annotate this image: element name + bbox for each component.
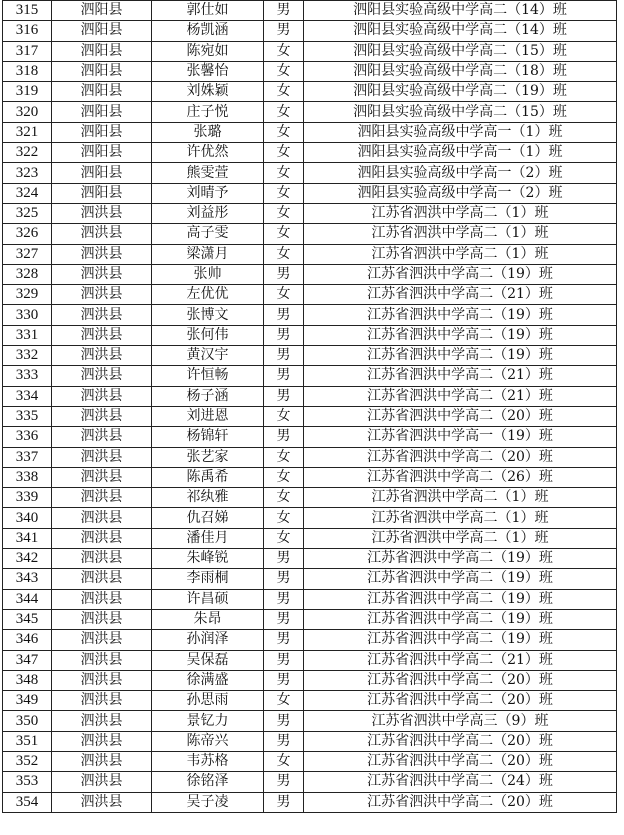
school-class-cell: 江苏省泗洪中学高二（1）班 — [304, 528, 617, 548]
student-name-cell: 梁潇月 — [152, 244, 264, 264]
table-row — [3, 366, 617, 386]
table-row — [3, 691, 617, 711]
county-cell: 泗阳县 — [52, 41, 152, 61]
gender-cell: 男 — [264, 427, 304, 447]
gender-cell: 男 — [264, 630, 304, 650]
table-row — [3, 143, 617, 163]
row-number: 325 — [3, 203, 52, 223]
school-class-cell: 江苏省泗洪中学高二（26）班 — [304, 467, 617, 487]
row-number: 322 — [3, 143, 52, 163]
student-name-cell: 张帅 — [152, 264, 264, 284]
gender-cell: 男 — [264, 1, 304, 21]
county-cell: 泗洪县 — [52, 670, 152, 690]
gender-cell: 女 — [264, 224, 304, 244]
table-row — [3, 305, 617, 325]
school-class-cell: 江苏省泗洪中学高二（21）班 — [304, 366, 617, 386]
row-number: 334 — [3, 386, 52, 406]
row-number: 319 — [3, 82, 52, 102]
row-number: 347 — [3, 650, 52, 670]
row-number: 339 — [3, 488, 52, 508]
student-name-cell: 祁纨雅 — [152, 488, 264, 508]
student-name-cell: 潘佳月 — [152, 528, 264, 548]
table-row — [3, 346, 617, 366]
row-number: 331 — [3, 325, 52, 345]
table-row — [3, 82, 617, 102]
school-class-cell: 江苏省泗洪中学高二（21）班 — [304, 285, 617, 305]
school-class-cell: 泗阳县实验高级中学高二（18）班 — [304, 61, 617, 81]
school-class-cell: 江苏省泗洪中学高二（20）班 — [304, 406, 617, 426]
school-class-cell: 泗阳县实验高级中学高一（1）班 — [304, 122, 617, 142]
school-class-cell: 江苏省泗洪中学高二（24）班 — [304, 772, 617, 792]
school-class-cell: 江苏省泗洪中学高一（19）班 — [304, 427, 617, 447]
row-number: 354 — [3, 792, 52, 812]
table-row — [3, 41, 617, 61]
table-row — [3, 630, 617, 650]
school-class-cell: 泗阳县实验高级中学高一（2）班 — [304, 163, 617, 183]
gender-cell: 男 — [264, 386, 304, 406]
student-name-cell: 孙思雨 — [152, 691, 264, 711]
row-number: 351 — [3, 731, 52, 751]
row-number: 329 — [3, 285, 52, 305]
gender-cell: 男 — [264, 711, 304, 731]
row-number: 345 — [3, 609, 52, 629]
county-cell: 泗洪县 — [52, 346, 152, 366]
county-cell: 泗洪县 — [52, 609, 152, 629]
county-cell: 泗洪县 — [52, 549, 152, 569]
student-name-cell: 张艺家 — [152, 447, 264, 467]
student-name-cell: 陈帝兴 — [152, 731, 264, 751]
county-cell: 泗洪县 — [52, 711, 152, 731]
county-cell: 泗洪县 — [52, 488, 152, 508]
table-row — [3, 244, 617, 264]
student-name-cell: 李雨桐 — [152, 569, 264, 589]
county-cell: 泗阳县 — [52, 1, 152, 21]
school-class-cell: 江苏省泗洪中学高二（20）班 — [304, 691, 617, 711]
student-name-cell: 黄汉宇 — [152, 346, 264, 366]
table-row — [3, 102, 617, 122]
county-cell: 泗洪县 — [52, 691, 152, 711]
student-name-cell: 许优然 — [152, 143, 264, 163]
student-name-cell: 朱昂 — [152, 609, 264, 629]
school-class-cell: 江苏省泗洪中学高二（1）班 — [304, 488, 617, 508]
school-class-cell: 江苏省泗洪中学高二（1）班 — [304, 224, 617, 244]
row-number: 342 — [3, 549, 52, 569]
school-class-cell: 江苏省泗洪中学高二（21）班 — [304, 650, 617, 670]
school-class-cell: 江苏省泗洪中学高二（19）班 — [304, 264, 617, 284]
county-cell: 泗洪县 — [52, 792, 152, 812]
row-number: 343 — [3, 569, 52, 589]
county-cell: 泗洪县 — [52, 406, 152, 426]
student-name-cell: 许昌硕 — [152, 589, 264, 609]
student-name-cell: 刘姝颖 — [152, 82, 264, 102]
student-name-cell: 张何伟 — [152, 325, 264, 345]
county-cell: 泗阳县 — [52, 21, 152, 41]
table-row — [3, 488, 617, 508]
student-name-cell: 韦苏格 — [152, 751, 264, 771]
row-number: 320 — [3, 102, 52, 122]
student-name-cell: 张璐 — [152, 122, 264, 142]
row-number: 341 — [3, 528, 52, 548]
student-roster-table — [2, 0, 617, 813]
student-name-cell: 熊雯萱 — [152, 163, 264, 183]
gender-cell: 女 — [264, 82, 304, 102]
table-row — [3, 386, 617, 406]
county-cell: 泗洪县 — [52, 305, 152, 325]
school-class-cell: 泗阳县实验高级中学高二（19）班 — [304, 82, 617, 102]
student-name-cell: 刘益彤 — [152, 203, 264, 223]
row-number: 344 — [3, 589, 52, 609]
gender-cell: 男 — [264, 569, 304, 589]
county-cell: 泗洪县 — [52, 528, 152, 548]
gender-cell: 男 — [264, 792, 304, 812]
county-cell: 泗阳县 — [52, 143, 152, 163]
table-row — [3, 21, 617, 41]
table-row — [3, 203, 617, 223]
gender-cell: 男 — [264, 264, 304, 284]
table-row — [3, 670, 617, 690]
county-cell: 泗洪县 — [52, 244, 152, 264]
table-row — [3, 285, 617, 305]
gender-cell: 男 — [264, 21, 304, 41]
row-number: 348 — [3, 670, 52, 690]
gender-cell: 女 — [264, 61, 304, 81]
student-name-cell: 孙润泽 — [152, 630, 264, 650]
table-row — [3, 264, 617, 284]
table-row — [3, 711, 617, 731]
gender-cell: 女 — [264, 183, 304, 203]
school-class-cell: 江苏省泗洪中学高二（21）班 — [304, 386, 617, 406]
county-cell: 泗洪县 — [52, 467, 152, 487]
county-cell: 泗洪县 — [52, 569, 152, 589]
county-cell: 泗洪县 — [52, 427, 152, 447]
row-number: 327 — [3, 244, 52, 264]
gender-cell: 女 — [264, 488, 304, 508]
gender-cell: 女 — [264, 528, 304, 548]
county-cell: 泗洪县 — [52, 447, 152, 467]
student-name-cell: 徐铭泽 — [152, 772, 264, 792]
table-row — [3, 122, 617, 142]
school-class-cell: 泗阳县实验高级中学高二（14）班 — [304, 21, 617, 41]
school-class-cell: 江苏省泗洪中学高二（19）班 — [304, 609, 617, 629]
row-number: 324 — [3, 183, 52, 203]
row-number: 350 — [3, 711, 52, 731]
gender-cell: 女 — [264, 203, 304, 223]
table-row — [3, 549, 617, 569]
gender-cell: 女 — [264, 406, 304, 426]
school-class-cell: 泗阳县实验高级中学高一（1）班 — [304, 143, 617, 163]
school-class-cell: 江苏省泗洪中学高二（20）班 — [304, 731, 617, 751]
county-cell: 泗洪县 — [52, 731, 152, 751]
student-name-cell: 仇召娣 — [152, 508, 264, 528]
row-number: 317 — [3, 41, 52, 61]
row-number: 352 — [3, 751, 52, 771]
student-name-cell: 郭仕如 — [152, 1, 264, 21]
row-number: 330 — [3, 305, 52, 325]
school-class-cell: 江苏省泗洪中学高二（1）班 — [304, 244, 617, 264]
student-name-cell: 杨子涵 — [152, 386, 264, 406]
school-class-cell: 江苏省泗洪中学高二（20）班 — [304, 751, 617, 771]
row-number: 316 — [3, 21, 52, 41]
table-row — [3, 731, 617, 751]
county-cell: 泗阳县 — [52, 61, 152, 81]
student-name-cell: 徐满盛 — [152, 670, 264, 690]
gender-cell: 女 — [264, 447, 304, 467]
school-class-cell: 江苏省泗洪中学高二（19）班 — [304, 630, 617, 650]
student-name-cell: 张馨怡 — [152, 61, 264, 81]
county-cell: 泗洪县 — [52, 203, 152, 223]
county-cell: 泗洪县 — [52, 751, 152, 771]
row-number: 323 — [3, 163, 52, 183]
county-cell: 泗洪县 — [52, 285, 152, 305]
table-row — [3, 589, 617, 609]
student-name-cell: 高子雯 — [152, 224, 264, 244]
gender-cell: 女 — [264, 467, 304, 487]
table-row — [3, 224, 617, 244]
gender-cell: 男 — [264, 650, 304, 670]
table-row — [3, 528, 617, 548]
school-class-cell: 江苏省泗洪中学高二（1）班 — [304, 508, 617, 528]
county-cell: 泗洪县 — [52, 264, 152, 284]
table-row — [3, 406, 617, 426]
student-name-cell: 庄子悦 — [152, 102, 264, 122]
gender-cell: 女 — [264, 163, 304, 183]
table-row — [3, 1, 617, 21]
school-class-cell: 江苏省泗洪中学高二（20）班 — [304, 792, 617, 812]
roster-body — [3, 1, 617, 813]
row-number: 321 — [3, 122, 52, 142]
student-name-cell: 吴保磊 — [152, 650, 264, 670]
county-cell: 泗阳县 — [52, 122, 152, 142]
county-cell: 泗阳县 — [52, 102, 152, 122]
student-name-cell: 朱峰锐 — [152, 549, 264, 569]
student-name-cell: 陈禹希 — [152, 467, 264, 487]
gender-cell: 女 — [264, 102, 304, 122]
school-class-cell: 泗阳县实验高级中学高二（14）班 — [304, 1, 617, 21]
row-number: 328 — [3, 264, 52, 284]
county-cell: 泗洪县 — [52, 650, 152, 670]
school-class-cell: 江苏省泗洪中学高二（20）班 — [304, 670, 617, 690]
gender-cell: 男 — [264, 772, 304, 792]
county-cell: 泗阳县 — [52, 183, 152, 203]
school-class-cell: 江苏省泗洪中学高二（19）班 — [304, 325, 617, 345]
table-row — [3, 650, 617, 670]
table-row — [3, 325, 617, 345]
row-number: 340 — [3, 508, 52, 528]
gender-cell: 女 — [264, 691, 304, 711]
table-row — [3, 772, 617, 792]
gender-cell: 女 — [264, 751, 304, 771]
gender-cell: 女 — [264, 285, 304, 305]
school-class-cell: 江苏省泗洪中学高三（9）班 — [304, 711, 617, 731]
gender-cell: 男 — [264, 305, 304, 325]
table-row — [3, 609, 617, 629]
student-name-cell: 张博文 — [152, 305, 264, 325]
table-row — [3, 183, 617, 203]
school-class-cell: 泗阳县实验高级中学高一（2）班 — [304, 183, 617, 203]
student-name-cell: 吴子凌 — [152, 792, 264, 812]
county-cell: 泗洪县 — [52, 589, 152, 609]
county-cell: 泗阳县 — [52, 82, 152, 102]
row-number: 315 — [3, 1, 52, 21]
student-name-cell: 许恒畅 — [152, 366, 264, 386]
table-row — [3, 427, 617, 447]
school-class-cell: 泗阳县实验高级中学高二（15）班 — [304, 102, 617, 122]
school-class-cell: 江苏省泗洪中学高二（19）班 — [304, 549, 617, 569]
student-name-cell: 杨锦轩 — [152, 427, 264, 447]
gender-cell: 男 — [264, 549, 304, 569]
school-class-cell: 江苏省泗洪中学高二（19）班 — [304, 305, 617, 325]
county-cell: 泗阳县 — [52, 163, 152, 183]
gender-cell: 女 — [264, 143, 304, 163]
student-name-cell: 左优优 — [152, 285, 264, 305]
row-number: 318 — [3, 61, 52, 81]
student-name-cell: 刘进恩 — [152, 406, 264, 426]
row-number: 337 — [3, 447, 52, 467]
row-number: 326 — [3, 224, 52, 244]
student-name-cell: 陈宛如 — [152, 41, 264, 61]
table-row — [3, 508, 617, 528]
gender-cell: 男 — [264, 731, 304, 751]
school-class-cell: 江苏省泗洪中学高二（1）班 — [304, 203, 617, 223]
gender-cell: 男 — [264, 325, 304, 345]
school-class-cell: 江苏省泗洪中学高二（19）班 — [304, 569, 617, 589]
student-name-cell: 杨凯涵 — [152, 21, 264, 41]
row-number: 335 — [3, 406, 52, 426]
table-row — [3, 467, 617, 487]
county-cell: 泗洪县 — [52, 224, 152, 244]
county-cell: 泗洪县 — [52, 325, 152, 345]
gender-cell: 男 — [264, 346, 304, 366]
county-cell: 泗洪县 — [52, 386, 152, 406]
table-row — [3, 447, 617, 467]
row-number: 336 — [3, 427, 52, 447]
row-number: 332 — [3, 346, 52, 366]
county-cell: 泗洪县 — [52, 508, 152, 528]
gender-cell: 女 — [264, 508, 304, 528]
school-class-cell: 泗阳县实验高级中学高二（15）班 — [304, 41, 617, 61]
student-name-cell: 景钇力 — [152, 711, 264, 731]
student-name-cell: 刘晴予 — [152, 183, 264, 203]
school-class-cell: 江苏省泗洪中学高二（20）班 — [304, 447, 617, 467]
row-number: 333 — [3, 366, 52, 386]
county-cell: 泗洪县 — [52, 630, 152, 650]
table-row — [3, 163, 617, 183]
gender-cell: 男 — [264, 589, 304, 609]
gender-cell: 女 — [264, 244, 304, 264]
gender-cell: 男 — [264, 366, 304, 386]
row-number: 338 — [3, 467, 52, 487]
table-row — [3, 569, 617, 589]
row-number: 349 — [3, 691, 52, 711]
gender-cell: 女 — [264, 41, 304, 61]
county-cell: 泗洪县 — [52, 366, 152, 386]
gender-cell: 男 — [264, 609, 304, 629]
gender-cell: 男 — [264, 670, 304, 690]
table-row — [3, 751, 617, 771]
gender-cell: 女 — [264, 122, 304, 142]
row-number: 346 — [3, 630, 52, 650]
county-cell: 泗洪县 — [52, 772, 152, 792]
table-row — [3, 792, 617, 812]
school-class-cell: 江苏省泗洪中学高二（19）班 — [304, 589, 617, 609]
table-row — [3, 61, 617, 81]
school-class-cell: 江苏省泗洪中学高二（19）班 — [304, 346, 617, 366]
row-number: 353 — [3, 772, 52, 792]
